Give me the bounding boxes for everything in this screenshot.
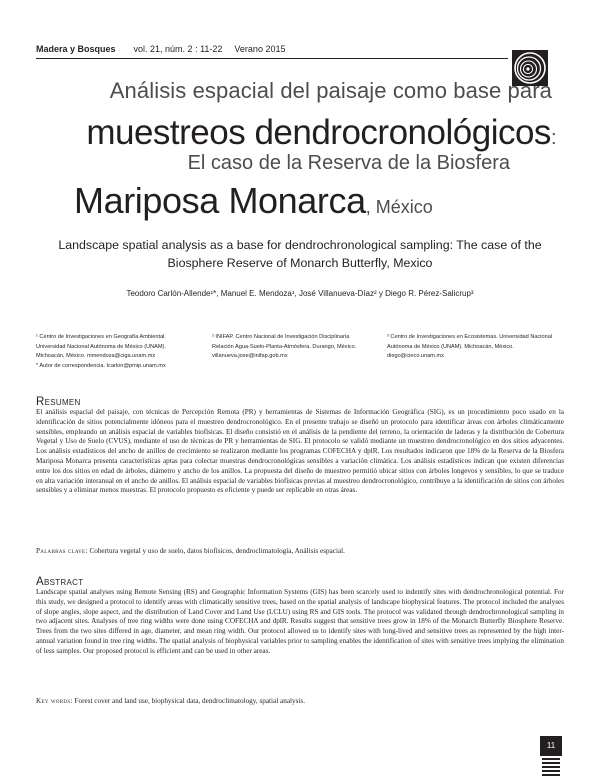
author-list: Teodoro Carlón-Allende¹*, Manuel E. Mendoza¹, José Villanueva-Díaz² y Diego R. Pérez-Salicrup³ bbox=[126, 289, 474, 298]
key-words: Key words: Forest cover and land use, biophysical data, dendroclimatology, spatial analysis. bbox=[36, 697, 305, 705]
resumen-heading: Resumen bbox=[36, 396, 81, 408]
title-line-2: muestreos dendrocronológicos: bbox=[86, 113, 556, 152]
affiliation-3: ³ Centro de Investigaciones en Ecosistemas. Universidad Nacional Autónoma de México (UNAM). Michoacán, México. diego@cieco.unam.mx bbox=[387, 334, 553, 359]
resumen-text: El análisis espacial del paisaje, con técnicas de Percepción Remota (PR) y herramientas de Sistemas de Información Geográfica (SIG), es un procedimiento poco usado en la identificación de sitios potencialmente idóneos para el muestreo dendrocronológico. En el presente trabajo se diseñó un protocolo para identificar áreas con árboles climáticamente sensibles, empleando un análisis espacial de variables biofísicas. El diseño consistió en el análisis de la pendiente del terreno, la orientación de laderas y la distribución de Cobertura Vegetal y Uso de Suelo (CVUS), mediante el uso de técnicas de PR y herramientas de SIG. El protocolo se validó mediante un muestreo dendrocronológico en dos sitios adyacentes. Los análisis estadísticos del ancho de anillos de crecimiento se realizaron mediante los programas COFECHA y dplR. Los resultados indicaron que 18% de la Reserva de la Biosfera Mariposa Monarca presenta características aptas para colectar muestras dendrocronológicas sensibles a variación climática. Los análisis estadísticos indican que existen diferencias entre los dos sitios en edad de árboles, diámetro y ancho de los anillos. La propuesta del diseño de muestreo permitió ubicar sitios con árboles longevos y sensibles, lo que se traduce en alta variación interanual en el ancho de anillos. El análisis espacial de variables biofísicas previas al muestreo dendrocronológico, contribuye a la identificación de sitios con árboles sensibles y a eliminar menos muestras. El protocolo propuesto es eficiente y puede ser replicable en otras áreas. bbox=[36, 408, 564, 495]
abstract-heading: Abstract bbox=[36, 576, 84, 588]
journal-name: Madera y Bosques bbox=[36, 44, 116, 54]
affiliation-2: ² INIFAP. Centro Nacional de Investigación Disciplinaria Relación Agua-Suelo-Planta-Atmósfera. Durango, México. villanueva.jose@inifap.gob.mx bbox=[212, 334, 357, 359]
english-title: Landscape spatial analysis as a base for dendrochronological sampling: The case of the Biosphere Reserve of Monarch Butterfly, Mexico bbox=[58, 238, 542, 270]
affiliation-1: ¹ Centro de Investigaciones en Geografía Ambiental. Universidad Nacional Autónoma de México (UNAM). Michoacán, México. mmendoza@ciga.unam.mx * Autor de correspondencia. tcarlon@pmip.unam.mx bbox=[36, 334, 166, 369]
season-info: Verano 2015 bbox=[234, 44, 286, 54]
title-line-3: El caso de la Reserva de la Biosfera bbox=[187, 152, 510, 174]
palabras-clave: Palabras clave: Cobertura vegetal y uso de suelo, datos biofísicos, dendroclimatología, Análisis espacial. bbox=[36, 547, 345, 555]
page-stripes-decoration bbox=[542, 758, 560, 776]
volume-info: vol. 21, núm. 2 : 11-22 bbox=[133, 44, 223, 54]
running-header bbox=[36, 44, 285, 54]
title-line-1: Análisis espacial del paisaje como base para bbox=[109, 78, 552, 103]
page-number: 11 bbox=[540, 736, 562, 756]
header-rule bbox=[36, 58, 508, 59]
abstract-text: Landscape spatial analyses using Remote Sensing (RS) and Geographic Information Systems (GIS) has been scarcely used to indentify sites with dendrochronological potential. For this study, we designed a protocol to identify areas with climatically sensitive trees, based on the spatial analysis of landscape biophysical features. The protocol included the analyses of slope angles, slope aspect, and the distribution of Land Cover and Land Use (LCLU) using RS and GIS tools. The protocol was validated through dendrochronological sampling in two adjacent sites. Analyses of tree ring widths were done using COFECHA and dplR. Results suggest that sensitive trees grow in 18% of the Monarch Butterfly Biosphere Reserve. Trees from the two sites differed in age, diameter, and mean ring width. Our protocol allowed us to identify sites with long-lived and sensitive trees as represented by the high inter-annual variation found in tree ring widths. The spatial analysis of biophysical variables prior to sampling enables the identification of sites with sensitive trees implying the elimination of less samples. Our proposed protocol is efficient and can be used in other areas. bbox=[36, 588, 564, 655]
title-line-4: Mariposa Monarca, México bbox=[74, 180, 433, 221]
